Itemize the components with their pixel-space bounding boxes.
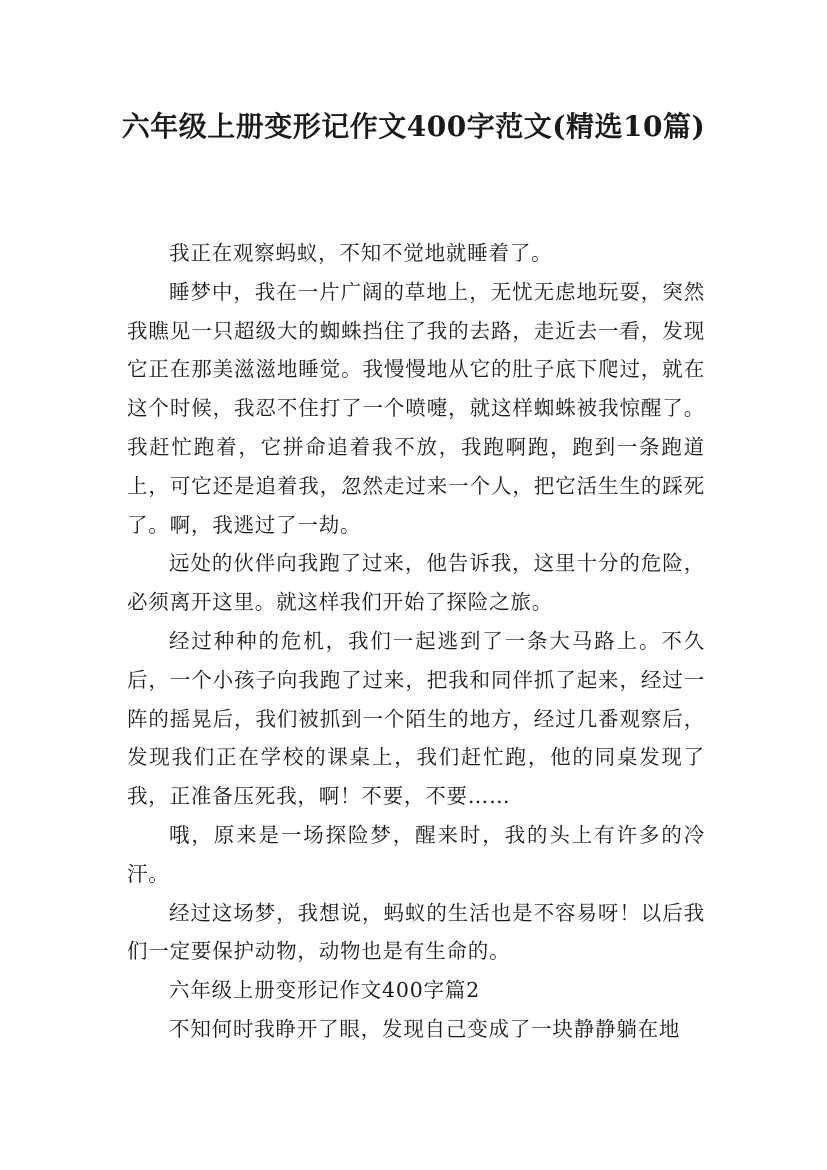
document-title: 六年级上册变形记作文400字范文(精选10篇) — [121, 110, 706, 143]
paragraph: 经过这场梦，我想说，蚂蚁的生活也是不容易呀！以后我们一定要保护动物，动物也是有生命的。 — [127, 900, 705, 964]
paragraph: 睡梦中，我在一片广阔的草地上，无忧无虑地玩耍，突然我瞧见一只超级大的蜘蛛挡住了我的去路，走近去一看，发现它正在那美滋滋地睡觉。我慢慢地从它的肚子底下爬过，就在这个时候，我忍不住打了一个喷嚏，就这样蜘蛛被我惊醒了。我赶忙跑着，它拼命追着我不放，我跑啊跑，跑到一条跑道上，可它还是追着我，忽然走过来一个人，把它活生生的踩死了。啊，我逃过了一劫。 — [127, 279, 705, 537]
section-heading: 六年级上册变形记作文400字篇2 — [169, 978, 480, 1003]
paragraph: 我正在观察蚂蚁，不知不觉地就睡着了。 — [169, 241, 553, 265]
paragraph: 不知何时我睁开了眼，发现自己变成了一块静静躺在地 — [169, 1016, 681, 1041]
paragraph: 远处的伙伴向我跑了过来，他告诉我，这里十分的危险，必须离开这里。就这样我们开始了探险之旅。 — [127, 551, 705, 615]
document-body — [127, 234, 705, 1049]
paragraph: 哦，原来是一场探险梦，醒来时，我的头上有许多的冷汗。 — [127, 822, 705, 886]
paragraph: 经过种种的危机，我们一起逃到了一条大马路上。不久后，一个小孩子向我跑了过来，把我和同伴抓了起来，经过一阵的摇晃后，我们被抓到一个陌生的地方，经过几番观察后，发现我们正在学校的课桌上，我们赶忙跑，他的同桌发现了我，正准备压死我，啊！不要，不要…… — [127, 628, 705, 809]
